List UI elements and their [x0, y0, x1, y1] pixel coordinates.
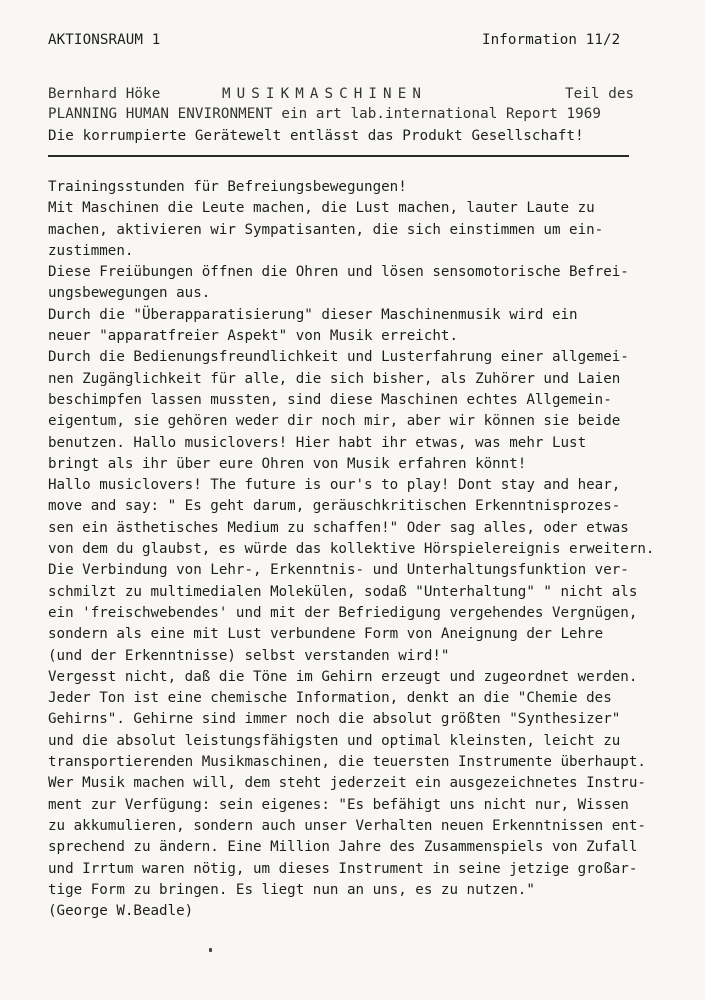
header-divider	[48, 155, 629, 157]
body-line: bringt als ihr über eure Ohren von Musik erfahren könnt!	[48, 455, 527, 472]
body-line: Die Verbindung von Lehr-, Erkenntnis- und Unterhaltungsfunktion ver-	[48, 562, 629, 579]
report-tagline: Die korrumpierte Gerätewelt entlässt das Produkt Gesellschaft!	[48, 128, 584, 144]
body-line: Jeder Ton ist eine chemische Information, denkt an die "Chemie des	[48, 690, 612, 707]
body-line: beschimpfen lassen mussten, sind diese Maschinen echtes Allgemein-	[48, 391, 612, 408]
header-right-label: Information 11/2	[482, 32, 621, 48]
body-line: zu akkumulieren, sondern auch unser Verhalten neuen Erkenntnissen ent-	[48, 817, 646, 834]
document-title: MUSIKMASCHINEN	[222, 86, 427, 102]
report-subtitle: PLANNING HUMAN ENVIRONMENT ein art lab.international Report 1969	[48, 106, 602, 122]
body-line: tige Form zu bringen. Es liegt nun an uns, es zu nutzen."	[48, 881, 535, 898]
header-left-label: AKTIONSRAUM 1	[48, 32, 161, 48]
body-text	[48, 177, 678, 922]
body-line: move and say: " Es geht darum, geräuschkritischen Erkenntnisprozes-	[48, 498, 621, 515]
body-line: neuer "apparatfreier Aspekt" von Musik erreicht.	[48, 328, 458, 345]
body-line: Diese Freiübungen öffnen die Ohren und lösen sensomotorische Befrei-	[48, 264, 629, 281]
body-line: (George W.Beadle)	[48, 903, 194, 920]
body-line: machen, aktivieren wir Sympatisanten, die sich einstimmen um ein-	[48, 221, 604, 238]
body-line: zustimmen.	[48, 242, 134, 259]
body-line: Trainingsstunden für Befreiungsbewegungen!	[48, 179, 407, 195]
body-line: Hallo musiclovers! The future is our's to play! Dont stay and hear,	[48, 477, 621, 494]
body-line: Vergesst nicht, daß die Töne im Gehirn erzeugt und zugeordnet werden.	[48, 668, 638, 685]
body-line: sprechend zu ändern. Eine Million Jahre des Zusammenspiels von Zufall	[48, 839, 638, 856]
body-line: Durch die "Überapparatisierung" dieser Maschinenmusik wird ein	[48, 306, 578, 323]
body-line: und Irrtum waren nötig, um dieses Instrument in seine jetzige großar-	[48, 860, 638, 877]
body-line: und die absolut leistungsfähigsten und optimal kleinsten, leicht zu	[48, 732, 621, 749]
body-line: von dem du glaubst, es würde das kollektive Hörspielereignis erweitern.	[48, 541, 655, 558]
author-name: Bernhard Höke	[48, 86, 161, 102]
body-line: eigentum, sie gehören weder dir noch mir, aber wir können sie beide	[48, 413, 621, 430]
body-line: Gehirns". Gehirne sind immer noch die absolut größten "Synthesizer"	[48, 711, 621, 728]
body-line: nen Zugänglichkeit für alle, die sich bisher, als Zuhörer und Laien	[48, 370, 621, 387]
body-line: (und der Erkenntnisse) selbst verstanden wird!"	[48, 647, 450, 664]
ink-speck	[209, 948, 212, 952]
part-of-label: Teil des	[565, 86, 635, 102]
body-line: benutzen. Hallo musiclovers! Hier habt ihr etwas, was mehr Lust	[48, 434, 587, 451]
body-line: ment zur Verfügung: sein eigenes: "Es befähigt uns nicht nur, Wissen	[48, 796, 629, 813]
body-line: schmilzt zu multimedialen Molekülen, sodaß "Unterhaltung" " nicht als	[48, 583, 638, 600]
body-line: sondern als eine mit Lust verbundene Form von Aneignung der Lehre	[48, 626, 604, 643]
body-line: sen ein ästhetisches Medium zu schaffen!" Oder sag alles, oder etwas	[48, 519, 629, 536]
body-line: Durch die Bedienungsfreundlichkeit und Lusterfahrung einer allgemei-	[48, 349, 629, 366]
body-line: Wer Musik machen will, dem steht jederzeit ein ausgezeichnetes Instru-	[48, 775, 646, 792]
body-line: ungsbewegungen aus.	[48, 285, 211, 302]
body-line: ein 'freischwebendes' und mit der Befriedigung vergehendes Vergnügen,	[48, 604, 638, 621]
body-line: transportierenden Musikmaschinen, die teuersten Instrumente überhaupt.	[48, 754, 646, 771]
body-line: Mit Maschinen die Leute machen, die Lust machen, lauter Laute zu	[48, 200, 595, 217]
